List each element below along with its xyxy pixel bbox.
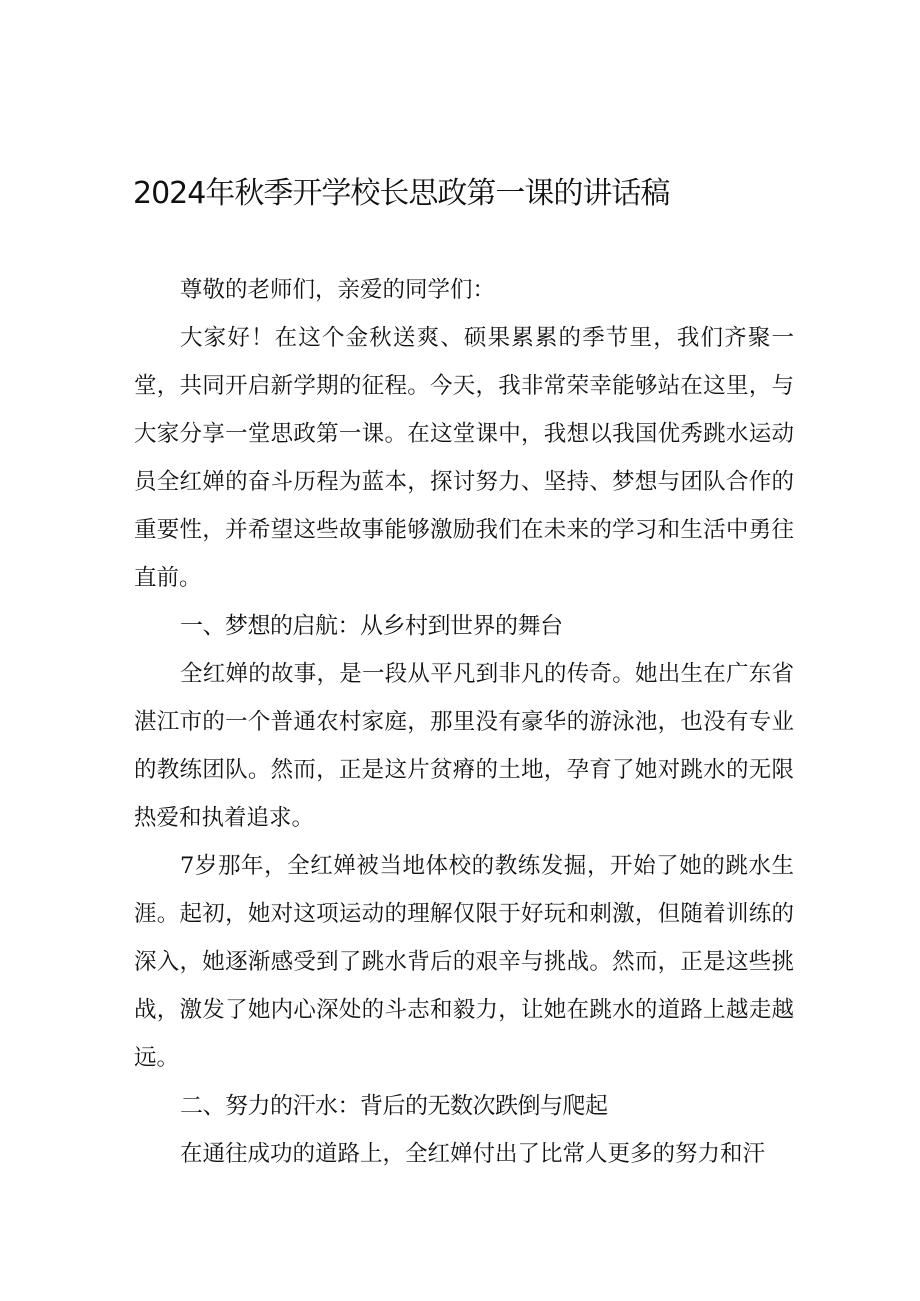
salutation: 尊敬的老师们，亲爱的同学们： <box>180 277 496 303</box>
section-heading-2: 二、努力的汗水：背后的无数次跌倒与爬起 <box>180 1093 608 1119</box>
document-title: 2024年秋季开学校长思政第一课的讲话稿 <box>133 176 670 211</box>
intro-paragraph: 大家好！在这个金秋送爽、硕果累累的季节里，我们齐聚一堂，共同开启新学期的征程。今天，我非常荣幸能够站在这里，与大家分享一堂思政第一课。在这堂课中，我想以我国优秀跳水运动员全红婵的奋斗历程为蓝本，探讨努力、坚持、梦想与团队合作的重要性，并希望这些故事能够激励我们在未来的学习和生活中勇往直前。 <box>134 325 794 591</box>
document-body <box>134 266 794 1178</box>
section-2-paragraph-1: 在通往成功的道路上，全红婵付出了比常人更多的努力和汗 <box>180 1141 766 1167</box>
section-1-paragraph-2: 7岁那年，全红婵被当地体校的教练发掘，开始了她的跳水生涯。起初，她对这项运动的理解仅限于好玩和刺激，但随着训练的深入，她逐渐感受到了跳水背后的艰辛与挑战。然而，正是这些挑战，激发了她内心深处的斗志和毅力，让她在跳水的道路上越走越远。 <box>134 853 794 1071</box>
section-1-paragraph-1: 全红婵的故事，是一段从平凡到非凡的传奇。她出生在广东省湛江市的一个普通农村家庭，那里没有豪华的游泳池，也没有专业的教练团队。然而，正是这片贫瘠的土地，孕育了她对跳水的无限热爱和执着追求。 <box>134 661 794 831</box>
section-heading-1: 一、梦想的启航：从乡村到世界的舞台 <box>180 613 563 639</box>
